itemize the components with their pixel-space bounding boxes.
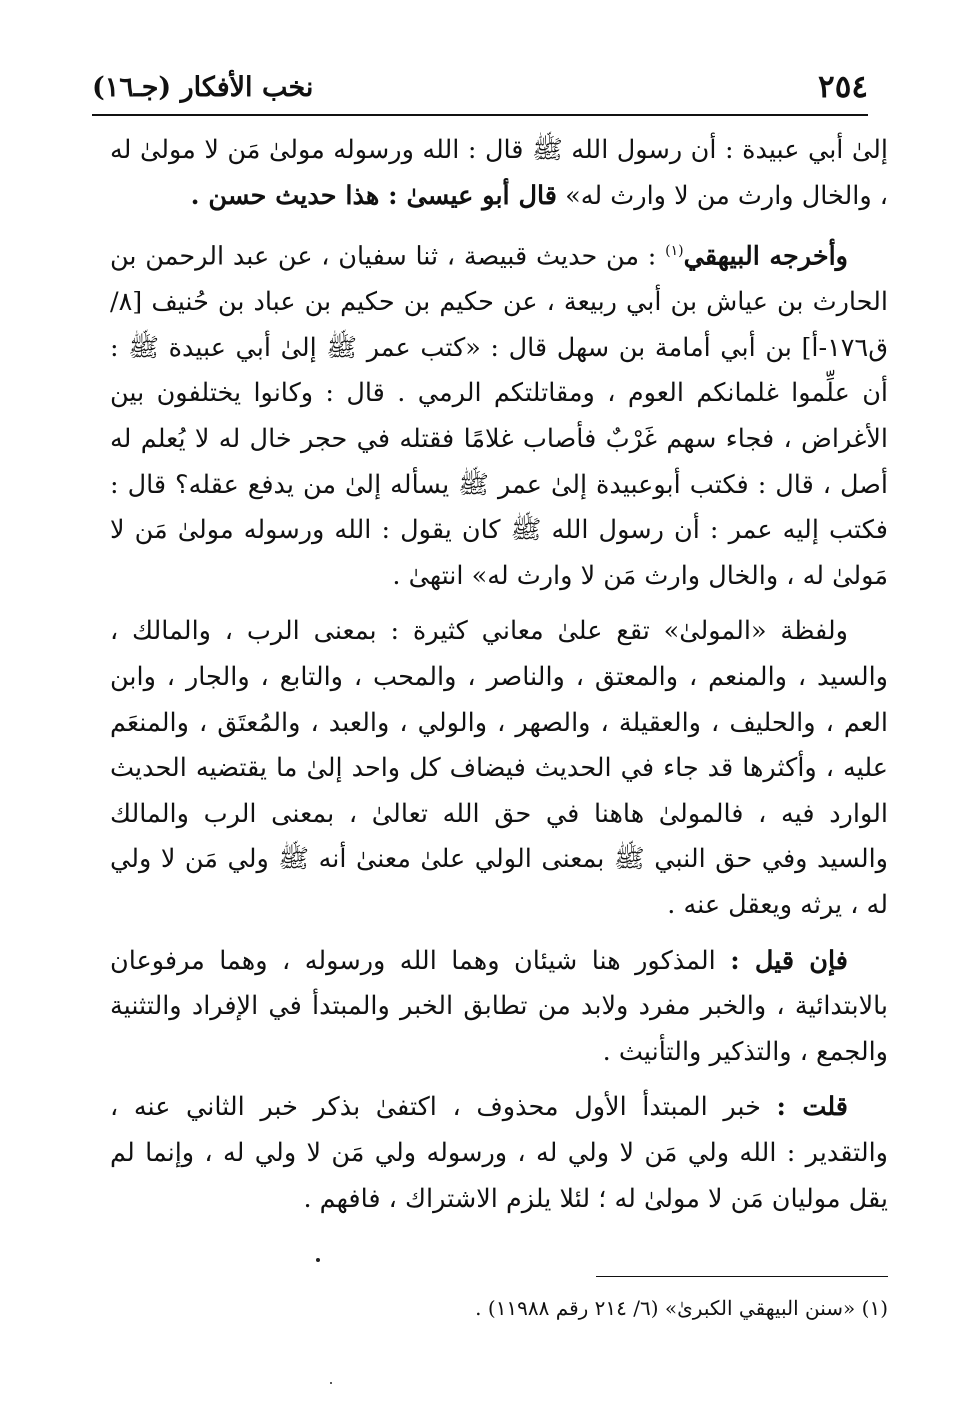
print-speck — [316, 1258, 320, 1262]
paragraph-5 — [110, 1085, 888, 1222]
paragraph-5-lead: قلت : — [776, 1092, 848, 1123]
paragraph-2-lead: وأخرجه البيهقي — [683, 241, 848, 272]
main-text — [110, 128, 888, 1222]
paragraph-3-text: ولفظة «المولىٰ» تقع علىٰ معاني كثيرة : بمعنى الرب ، والمالك ، والسيد ، والمنعم ، والمعتق ، والناصر ، والمحب ، والتابع ، والجار ، وابن العم ، والحليف ، والعقيلة ، والصهر ، والولي ، والعبد ، والمُعتَق ، والمنعَم عليه ، وأكثرها قد جاء في الحديث فيضاف كل واحد إلىٰ ما يقتضيه الحديث الوارد فيه ، فالمولىٰ هاهنا في حق الله تعالىٰ ، بمعنى الرب والمالك والسيد وفي حق النبي ﷺ بمعنى الولي علىٰ معنىٰ أنه ﷺ ولي مَن لا ولي له ، يرثه ويعقل عنه . — [110, 616, 888, 920]
paragraph-2 — [110, 229, 888, 599]
paragraph-4 — [110, 939, 888, 1076]
print-speck — [330, 1382, 332, 1384]
paragraph-1-grading: قال أبو عيسىٰ : هذا حديث حسن . — [190, 180, 557, 211]
footnote — [150, 1292, 888, 1324]
paragraph-5-text: خبر المبتدأ الأول محذوف ، اكتفىٰ بذكر خبر الثاني عنه ، والتقدير : الله ولي مَن لا ولي له ، ورسوله ولي مَن لا ولي له ، وإنما لم يقل موليان مَن لا مولىٰ له ؛ لئلا يلزم الاشتراك ، فافهم . — [110, 1092, 888, 1214]
footnote-number: (١) — [861, 1296, 888, 1320]
paragraph-4-lead: فإن قيل : — [730, 945, 848, 976]
paragraph-1-text: إلىٰ أبي عبيدة : أن رسول الله ﷺ قال : الله ورسوله مولىٰ مَن لا مولىٰ له ، والخال وارث من لا وارث له» — [110, 135, 888, 211]
footnote-rule — [596, 1276, 888, 1277]
header-rule — [92, 114, 868, 116]
paragraph-1 — [110, 128, 888, 219]
running-title: نخب الأفكار (جـ١٦) — [92, 71, 314, 103]
footnote-text: «سنن البيهقي الكبرىٰ» (٦/ ٢١٤ رقم ١١٩٨٨) . — [475, 1296, 856, 1320]
paragraph-2-text: : من حديث قبيصة ، ثنا سفيان ، عن عبد الرحمن بن الحارث بن عياش بن أبي ربيعة ، عن حكيم بن حكيم بن عباد بن حُنيف [٨/ ق١٧٦-أ] بن أبي أمامة بن سهل قال : «كتب عمر ﷺ إلىٰ أبي عبيدة ﷺ : أن علِّموا غلمانكم العوم ، ومقاتلتكم الرمي . قال : وكانوا يختلفون بين الأغراض ، فجاء سهم غَرْبٌ فأصاب غلامًا فقتله في حجر خال له لا يُعلم له أصل ، قال : فكتب أبوعبيدة إلىٰ عمر ﷺ يسأله إلىٰ من يدفع عقله؟ قال : فكتب إليه عمر : أن رسول الله ﷺ كان يقول : الله ورسوله مولىٰ مَن لا مَولىٰ له ، والخال وارث مَن لا وارث له» انتهىٰ . — [110, 241, 888, 591]
footnote-reference: (١) — [665, 243, 684, 260]
paragraph-3 — [110, 609, 888, 928]
page-number: ٢٥٤ — [818, 69, 868, 105]
page-header — [92, 64, 868, 110]
paragraph-4-text: المذكور هنا شيئان وهما الله ورسوله ، وهما مرفوعان بالابتدائية ، والخبر مفرد ولابد من تطابق الخبر والمبتدأ في الإفراد والتثنية والجمع ، والتذكير والتأنيث . — [110, 945, 888, 1067]
